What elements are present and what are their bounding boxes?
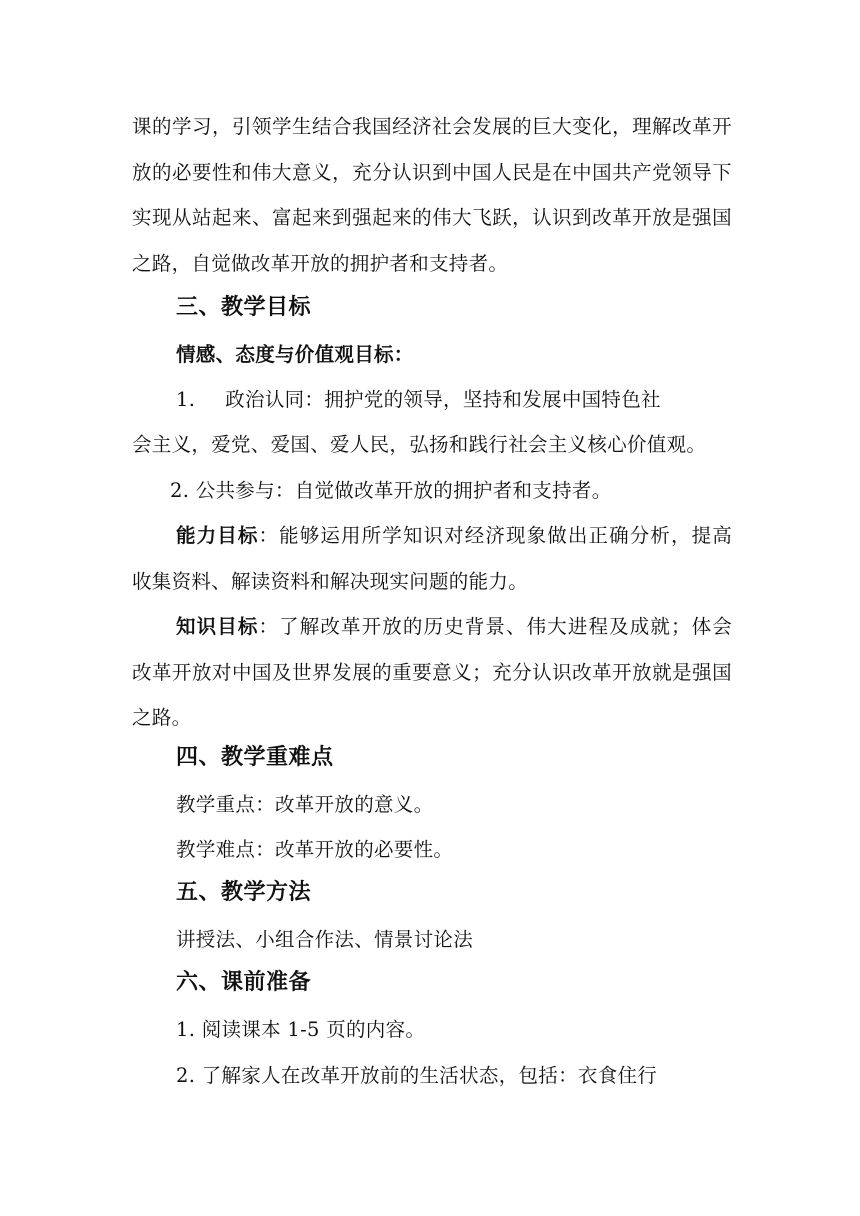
emotion-item-2: 2. 公共参与：自觉做改革开放的拥护者和支持者。	[170, 479, 612, 502]
ability-goal-text: ：能够运用所学知识对经济现象做出正确分析，提高	[258, 524, 732, 547]
difficult-point-text: 教学难点：改革开放的必要性。	[176, 838, 454, 861]
section-3-heading: 三、教学目标	[176, 295, 312, 320]
section-6-heading: 六、课前准备	[176, 970, 312, 995]
knowledge-goal-text: ：了解改革开放的历史背景、伟大进程及成就；体会	[258, 615, 732, 638]
knowledge-goal-line-2: 改革开放对中国及世界发展的重要意义；充分认识改革开放就是强国	[132, 661, 732, 684]
knowledge-goal-label: 知识目标	[176, 615, 259, 638]
item-1-text: 政治认同：拥护党的领导，坚持和发展中国特色社	[225, 388, 661, 411]
emotion-goal-title: 情感、态度与价值观目标：	[176, 343, 414, 366]
intro-line-1: 课的学习，引领学生结合我国经济社会发展的巨大变化，理解改革开	[132, 115, 732, 138]
intro-line-2: 放的必要性和伟大意义，充分认识到中国人民是在中国共产党领导下	[132, 161, 732, 184]
item-1-number: 1.	[176, 388, 196, 411]
section-5-heading: 五、教学方法	[176, 880, 312, 905]
emotion-item-1-line-2: 会主义，爱党、爱国、爱人民，弘扬和践行社会主义核心价值观。	[132, 433, 707, 456]
emotion-item-1-line-1	[176, 388, 776, 412]
section-4-heading: 四、教学重难点	[176, 745, 334, 770]
knowledge-goal-line-3: 之路。	[132, 706, 192, 729]
ability-goal-label: 能力目标	[176, 524, 259, 547]
ability-goal-line-2: 收集资料、解读资料和解决现实问题的能力。	[132, 570, 529, 593]
ability-goal-line-1	[176, 524, 732, 548]
teaching-methods-text: 讲授法、小组合作法、情景讨论法	[176, 928, 474, 951]
preparation-item-2: 2. 了解家人在改革开放前的生活状态，包括：衣食住行	[176, 1064, 658, 1087]
intro-line-3: 实现从站起来、富起来到强起来的伟大飞跃，认识到改革开放是强国	[132, 206, 732, 229]
intro-line-4: 之路，自觉做改革开放的拥护者和支持者。	[132, 252, 509, 275]
knowledge-goal-line-1	[176, 615, 732, 639]
key-point-text: 教学重点：改革开放的意义。	[176, 793, 434, 816]
preparation-item-1: 1. 阅读课本 1-5 页的内容。	[176, 1018, 426, 1041]
